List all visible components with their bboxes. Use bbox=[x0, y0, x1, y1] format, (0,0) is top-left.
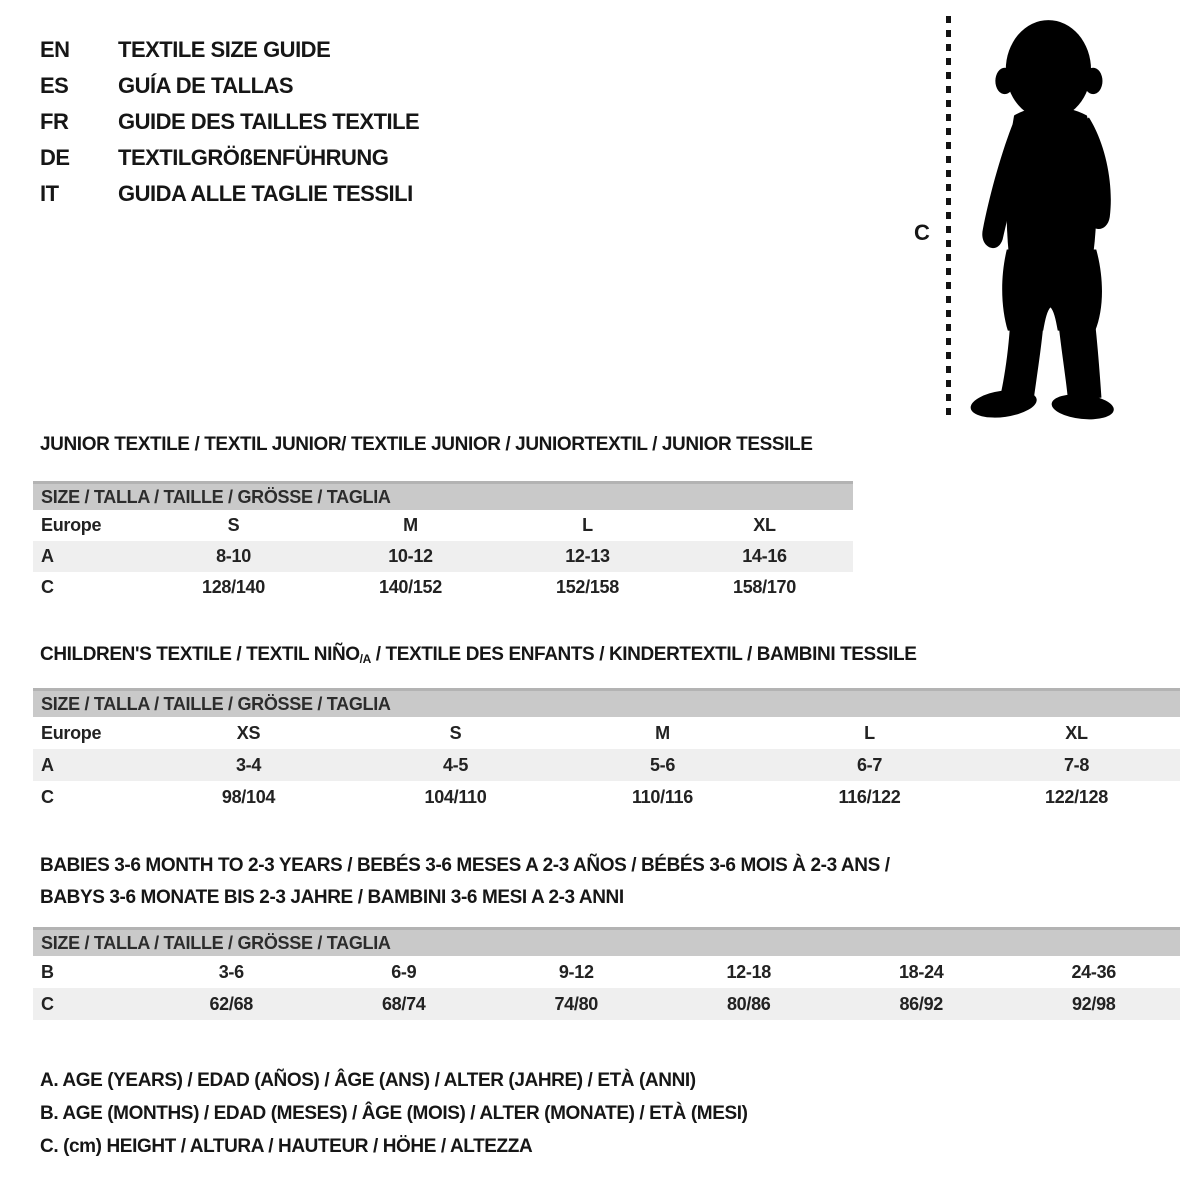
baby-silhouette-icon bbox=[960, 14, 1142, 420]
junior-table-header: SIZE / TALLA / TAILLE / GRÖSSE / TAGLIA bbox=[33, 481, 853, 510]
age-cell: 7-8 bbox=[1063, 754, 1090, 775]
language-row bbox=[40, 104, 419, 140]
size-cell: S bbox=[449, 722, 462, 743]
children-title-post: / TEXTILE DES ENFANTS / KINDERTEXTIL / BAMBINI TESSILE bbox=[370, 644, 917, 665]
row-label: A bbox=[41, 546, 54, 566]
size-cell: S bbox=[227, 515, 240, 535]
babies-table-header: SIZE / TALLA / TAILLE / GRÖSSE / TAGLIA bbox=[33, 927, 1180, 956]
age-cell: 9-12 bbox=[558, 961, 594, 982]
size-cell: L bbox=[864, 722, 875, 743]
table-row bbox=[33, 572, 853, 603]
language-row bbox=[40, 176, 419, 212]
size-cell: M bbox=[655, 722, 670, 743]
language-code: EN bbox=[40, 37, 70, 62]
language-title: TEXTILGRÖßENFÜHRUNG bbox=[118, 145, 389, 170]
height-cell: 110/116 bbox=[632, 786, 693, 807]
age-cell: 6-7 bbox=[856, 754, 883, 775]
height-cell: 122/128 bbox=[1045, 786, 1108, 807]
table-row bbox=[33, 749, 1180, 781]
language-code: ES bbox=[40, 73, 69, 98]
babies-title-line2: BABYS 3-6 MONATE BIS 2-3 JAHRE / BAMBINI 3-6 MESI A 2-3 ANNI bbox=[40, 887, 624, 908]
table-row bbox=[33, 717, 1180, 749]
babies-title-line1: BABIES 3-6 MONTH TO 2-3 YEARS / BEBÉS 3-6 MESES A 2-3 AÑOS / BÉBÉS 3-6 MOIS À 2-3 ANS / bbox=[40, 855, 890, 876]
junior-size-table bbox=[33, 481, 853, 603]
language-row bbox=[40, 68, 419, 104]
height-cell: 98/104 bbox=[221, 786, 276, 807]
table-row bbox=[33, 541, 853, 572]
height-cell: 140/152 bbox=[379, 577, 442, 597]
age-cell: 3-4 bbox=[235, 754, 262, 775]
age-cell: 18-24 bbox=[898, 961, 944, 982]
age-cell: 6-9 bbox=[391, 961, 417, 982]
age-cell: 5-6 bbox=[649, 754, 676, 775]
row-label: Europe bbox=[41, 515, 102, 535]
children-section-title bbox=[40, 644, 916, 666]
age-cell: 4-5 bbox=[442, 754, 469, 775]
children-size-table bbox=[33, 688, 1180, 813]
age-cell: 3-6 bbox=[218, 961, 244, 982]
language-title: GUIDA ALLE TAGLIE TESSILI bbox=[118, 181, 413, 206]
language-title: TEXTILE SIZE GUIDE bbox=[118, 37, 331, 62]
language-code: IT bbox=[40, 181, 59, 206]
children-title-sub: /A bbox=[359, 652, 371, 666]
row-label: C bbox=[41, 993, 54, 1014]
table-row bbox=[33, 956, 1180, 988]
height-cell: 86/92 bbox=[899, 993, 944, 1014]
height-cell: 92/98 bbox=[1071, 993, 1116, 1014]
size-cell: XL bbox=[753, 515, 776, 535]
height-cell: 128/140 bbox=[202, 577, 265, 597]
age-cell: 8-10 bbox=[216, 546, 251, 566]
table-row bbox=[33, 781, 1180, 813]
height-cell: 68/74 bbox=[381, 993, 426, 1014]
language-row bbox=[40, 140, 419, 176]
legend-line-b: B. AGE (MONTHS) / EDAD (MESES) / ÂGE (MOIS) / ALTER (MONATE) / ETÀ (MESI) bbox=[40, 1102, 748, 1124]
babies-section-title bbox=[40, 850, 890, 914]
age-cell: 14-16 bbox=[742, 546, 787, 566]
size-cell: XS bbox=[236, 722, 261, 743]
row-label: C bbox=[41, 786, 54, 807]
junior-section-title: JUNIOR TEXTILE / TEXTIL JUNIOR/ TEXTILE JUNIOR / JUNIORTEXTIL / JUNIOR TESSILE bbox=[40, 434, 813, 455]
height-cell: 104/110 bbox=[424, 786, 487, 807]
height-cell: 74/80 bbox=[554, 993, 599, 1014]
table-row bbox=[33, 988, 1180, 1020]
age-cell: 24-36 bbox=[1071, 961, 1117, 982]
height-cell: 62/68 bbox=[209, 993, 254, 1014]
measure-legend bbox=[40, 1064, 748, 1163]
size-cell: M bbox=[403, 515, 418, 535]
age-cell: 10-12 bbox=[388, 546, 433, 566]
height-measure-label: C bbox=[914, 220, 930, 245]
language-row bbox=[40, 32, 419, 68]
table-row bbox=[33, 510, 853, 541]
row-label: B bbox=[41, 961, 54, 982]
age-cell: 12-13 bbox=[565, 546, 610, 566]
children-table-header: SIZE / TALLA / TAILLE / GRÖSSE / TAGLIA bbox=[33, 688, 1180, 717]
height-cell: 152/158 bbox=[556, 577, 619, 597]
children-title-pre: CHILDREN'S TEXTILE / TEXTIL NIÑO bbox=[40, 644, 360, 665]
legend-line-a: A. AGE (YEARS) / EDAD (AÑOS) / ÂGE (ANS) / ALTER (JAHRE) / ETÀ (ANNI) bbox=[40, 1069, 696, 1091]
language-code: DE bbox=[40, 145, 70, 170]
language-code: FR bbox=[40, 109, 69, 134]
size-cell: XL bbox=[1065, 722, 1088, 743]
row-label: C bbox=[41, 577, 54, 597]
babies-size-table bbox=[33, 927, 1180, 1020]
size-cell: L bbox=[582, 515, 593, 535]
height-cell: 158/170 bbox=[733, 577, 796, 597]
height-measure-line bbox=[946, 16, 951, 418]
row-label: Europe bbox=[41, 722, 102, 743]
height-cell: 80/86 bbox=[726, 993, 771, 1014]
age-cell: 12-18 bbox=[726, 961, 772, 982]
language-title: GUIDE DES TAILLES TEXTILE bbox=[118, 109, 420, 134]
language-title: GUÍA DE TALLAS bbox=[118, 73, 294, 98]
row-label: A bbox=[41, 754, 54, 775]
language-title-list bbox=[40, 32, 419, 212]
legend-line-c: C. (cm) HEIGHT / ALTURA / HAUTEUR / HÖHE / ALTEZZA bbox=[40, 1135, 533, 1157]
height-cell: 116/122 bbox=[838, 786, 901, 807]
